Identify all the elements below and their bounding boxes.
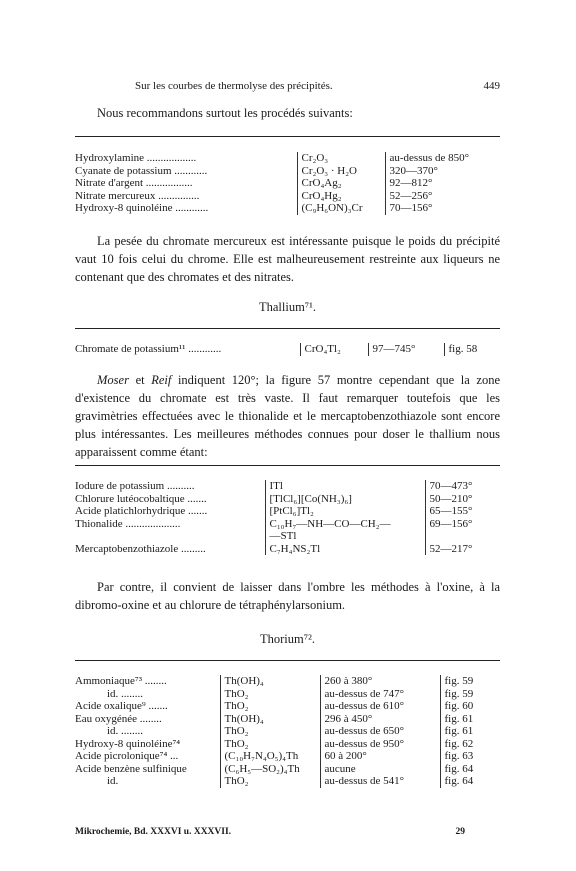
table-cell: fig. 58 [444,343,500,356]
table-row [75,165,500,178]
paragraph-4 [75,578,500,614]
table-cell: fig. 63 [440,750,500,763]
table-cell: Cr₂O₃ [297,152,385,165]
table-cell: Acide platichlorhydrique ....... [75,505,208,517]
conjunction: et [128,373,152,387]
table-cell: 320—370° [385,165,500,178]
table-cell: Hydroxylamine .................. [75,152,197,164]
table-cell: Chromate de potassium¹¹ ............ [75,343,222,355]
table-cell: fig. 59 [440,675,500,688]
table-cell: —STl [265,530,425,543]
table-cell: 260 à 380° [320,675,440,688]
table-cell: 69—156° [425,518,500,531]
table-cell: Thionalide .................... [75,517,181,530]
table-cell: CrO₄Ag₂ [297,177,385,190]
table-cell: (C₆H₅—SO₂)₄Th [220,763,320,776]
table4-top-rule [75,660,500,661]
table-cell: id. ........ [107,687,144,700]
table-cell: Mercaptobenzothiazole ......... [75,542,206,555]
table-cell: 70—473° [425,480,500,493]
table-cell: ThO₂ [220,700,320,713]
paragraph-4-text: Par contre, il convient de laisser dans l'ombre les méthodes à l'oxine, à la dibromo-oxine et au chlorure de tétraphénylarsonium. [75,580,500,612]
author-moser: Moser [97,373,129,387]
table-row [75,763,500,776]
table-cell: ThO₂ [220,688,320,701]
table-cell: 97—745° [368,343,444,356]
signature-mark: 29 [455,827,465,837]
table-cell: Chlorure lutéocobaltique ....... [75,492,207,505]
table-cell: fig. 60 [440,700,500,713]
paragraph-2 [75,232,500,286]
table-cell: fig. 64 [440,775,500,788]
table-cell: Iodure de potassium .......... [75,480,195,492]
table-row [75,530,500,543]
table-cell: au-dessus de 610° [320,700,440,713]
table-row [75,343,500,356]
table-row [75,543,500,556]
table-row [75,775,500,788]
running-title: Sur les courbes de thermolyse des précipités. [135,80,333,92]
paragraph-3 [75,371,500,461]
intro-paragraph [75,104,500,122]
table-cell: 52—256° [385,190,500,203]
table-cell: [PtCl₆]Tl₂ [265,505,425,518]
thallium-heading: Thallium⁷¹. [258,300,317,314]
table-cell: Th(OH)₄ [220,675,320,688]
table-cell: 50—210° [425,493,500,506]
chrome-table [75,152,500,215]
table-cell: Nitrate mercureux ............... [75,189,200,202]
table-row [75,505,500,518]
table-cell: C₁₀H₇—NH—CO—CH₂— [265,518,425,531]
thorium-table [75,675,500,788]
table2-top-rule [75,328,500,329]
table-cell: id. [107,775,119,787]
table-row [75,190,500,203]
table-cell: Hydroxy-8 quinoléine⁷⁴ [75,737,181,750]
page-number: 449 [483,80,500,92]
table-cell: fig. 61 [440,713,500,726]
table-cell: au-dessus de 950° [320,738,440,751]
table-cell: (C₁₀H₇N₄O₅)₄Th [220,750,320,763]
table-cell: fig. 61 [440,725,500,738]
table-cell: au-dessus de 650° [320,725,440,738]
table3-top-rule [75,465,500,466]
table-cell: fig. 59 [440,688,500,701]
table-cell: (C₉H₆ON)₃Cr [297,202,385,215]
table-row [75,480,500,493]
table-cell: Acide picrolonique⁷⁴ ... [75,750,179,762]
table-row [75,493,500,506]
paragraph-2-text: La pesée du chromate mercureux est intéressante puisque le poids du précipité vaut 10 fois celui du chrome. Elle est malheureusement restreinte aux liqueurs ne contenant que des chromates et des nitrates. [75,234,500,284]
table-cell: au-dessus de 541° [320,775,440,788]
table-cell: [TlCl₆][Co(NH₃)₆] [265,493,425,506]
paragraph-3-rest: indiquent 120°; la figure 57 montre cependant que la zone d'existence du chromate est très vaste. Il faut remarquer toutefois que les gravimètries effectuées avec le thionalide et le mercaptobenzothiazole sont encore plus intéressantes. Les meilleures méthodes connues pour doser le thallium nous apparaissent comme étant: [75,373,500,459]
table-row [75,738,500,751]
table-cell: Cyanate de potassium ............ [75,164,208,177]
table-cell: 65—155° [425,505,500,518]
table1-top-rule [75,136,500,137]
table-cell: CrO₄Hg₂ [297,190,385,203]
table-cell: C₇H₄NS₂Tl [265,543,425,556]
table-cell [75,530,265,543]
table-cell: au-dessus de 850° [385,152,500,165]
table-row [75,700,500,713]
table-cell: Acide oxalique⁹ ....... [75,700,168,712]
thallium-methods-table [75,480,500,555]
table-row [75,518,500,531]
table-row [75,152,500,165]
table-cell: Eau oxygénée ........ [75,712,162,725]
table-cell: ITl [265,480,425,493]
table-row [75,675,500,688]
table-cell: Hydroxy-8 quinoléine ............ [75,202,209,214]
paragraph-3-text [75,371,500,461]
page-footer [75,827,500,837]
table-cell: Th(OH)₄ [220,713,320,726]
author-reif: Reif [151,373,172,387]
thorium-heading: Thorium⁷². [260,632,315,646]
table-row [75,713,500,726]
table-cell: 52—217° [425,543,500,556]
table-cell: 70—156° [385,202,500,215]
thallium-chromate-table [75,343,500,356]
table-cell: ThO₂ [220,738,320,751]
table-row [75,688,500,701]
table-cell: id. ........ [107,725,144,737]
table-row [75,725,500,738]
table-cell [425,530,500,543]
table-cell: Cr₂O₃ · H₂O [297,165,385,178]
table-cell: 296 à 450° [320,713,440,726]
table-row [75,177,500,190]
table-cell: ThO₂ [220,725,320,738]
table-cell: 92—812° [385,177,500,190]
table-cell: ThO₂ [220,775,320,788]
table-cell: Nitrate d'argent ................. [75,177,193,189]
table-cell: fig. 64 [440,763,500,776]
table-row [75,750,500,763]
table-cell: fig. 62 [440,738,500,751]
table-cell: Ammoniaque⁷³ ........ [75,675,167,687]
table-cell: Acide benzène sulfinique [75,762,187,775]
table-cell: aucune [320,763,440,776]
table-row [75,202,500,215]
intro-text: Nous recommandons surtout les procédés suivants: [97,106,353,120]
table-cell: CrO₄Tl₂ [300,343,368,356]
journal-reference: Mikrochemie, Bd. XXXVI u. XXXVII. [75,827,232,837]
table-cell: au-dessus de 747° [320,688,440,701]
table-cell: 60 à 200° [320,750,440,763]
